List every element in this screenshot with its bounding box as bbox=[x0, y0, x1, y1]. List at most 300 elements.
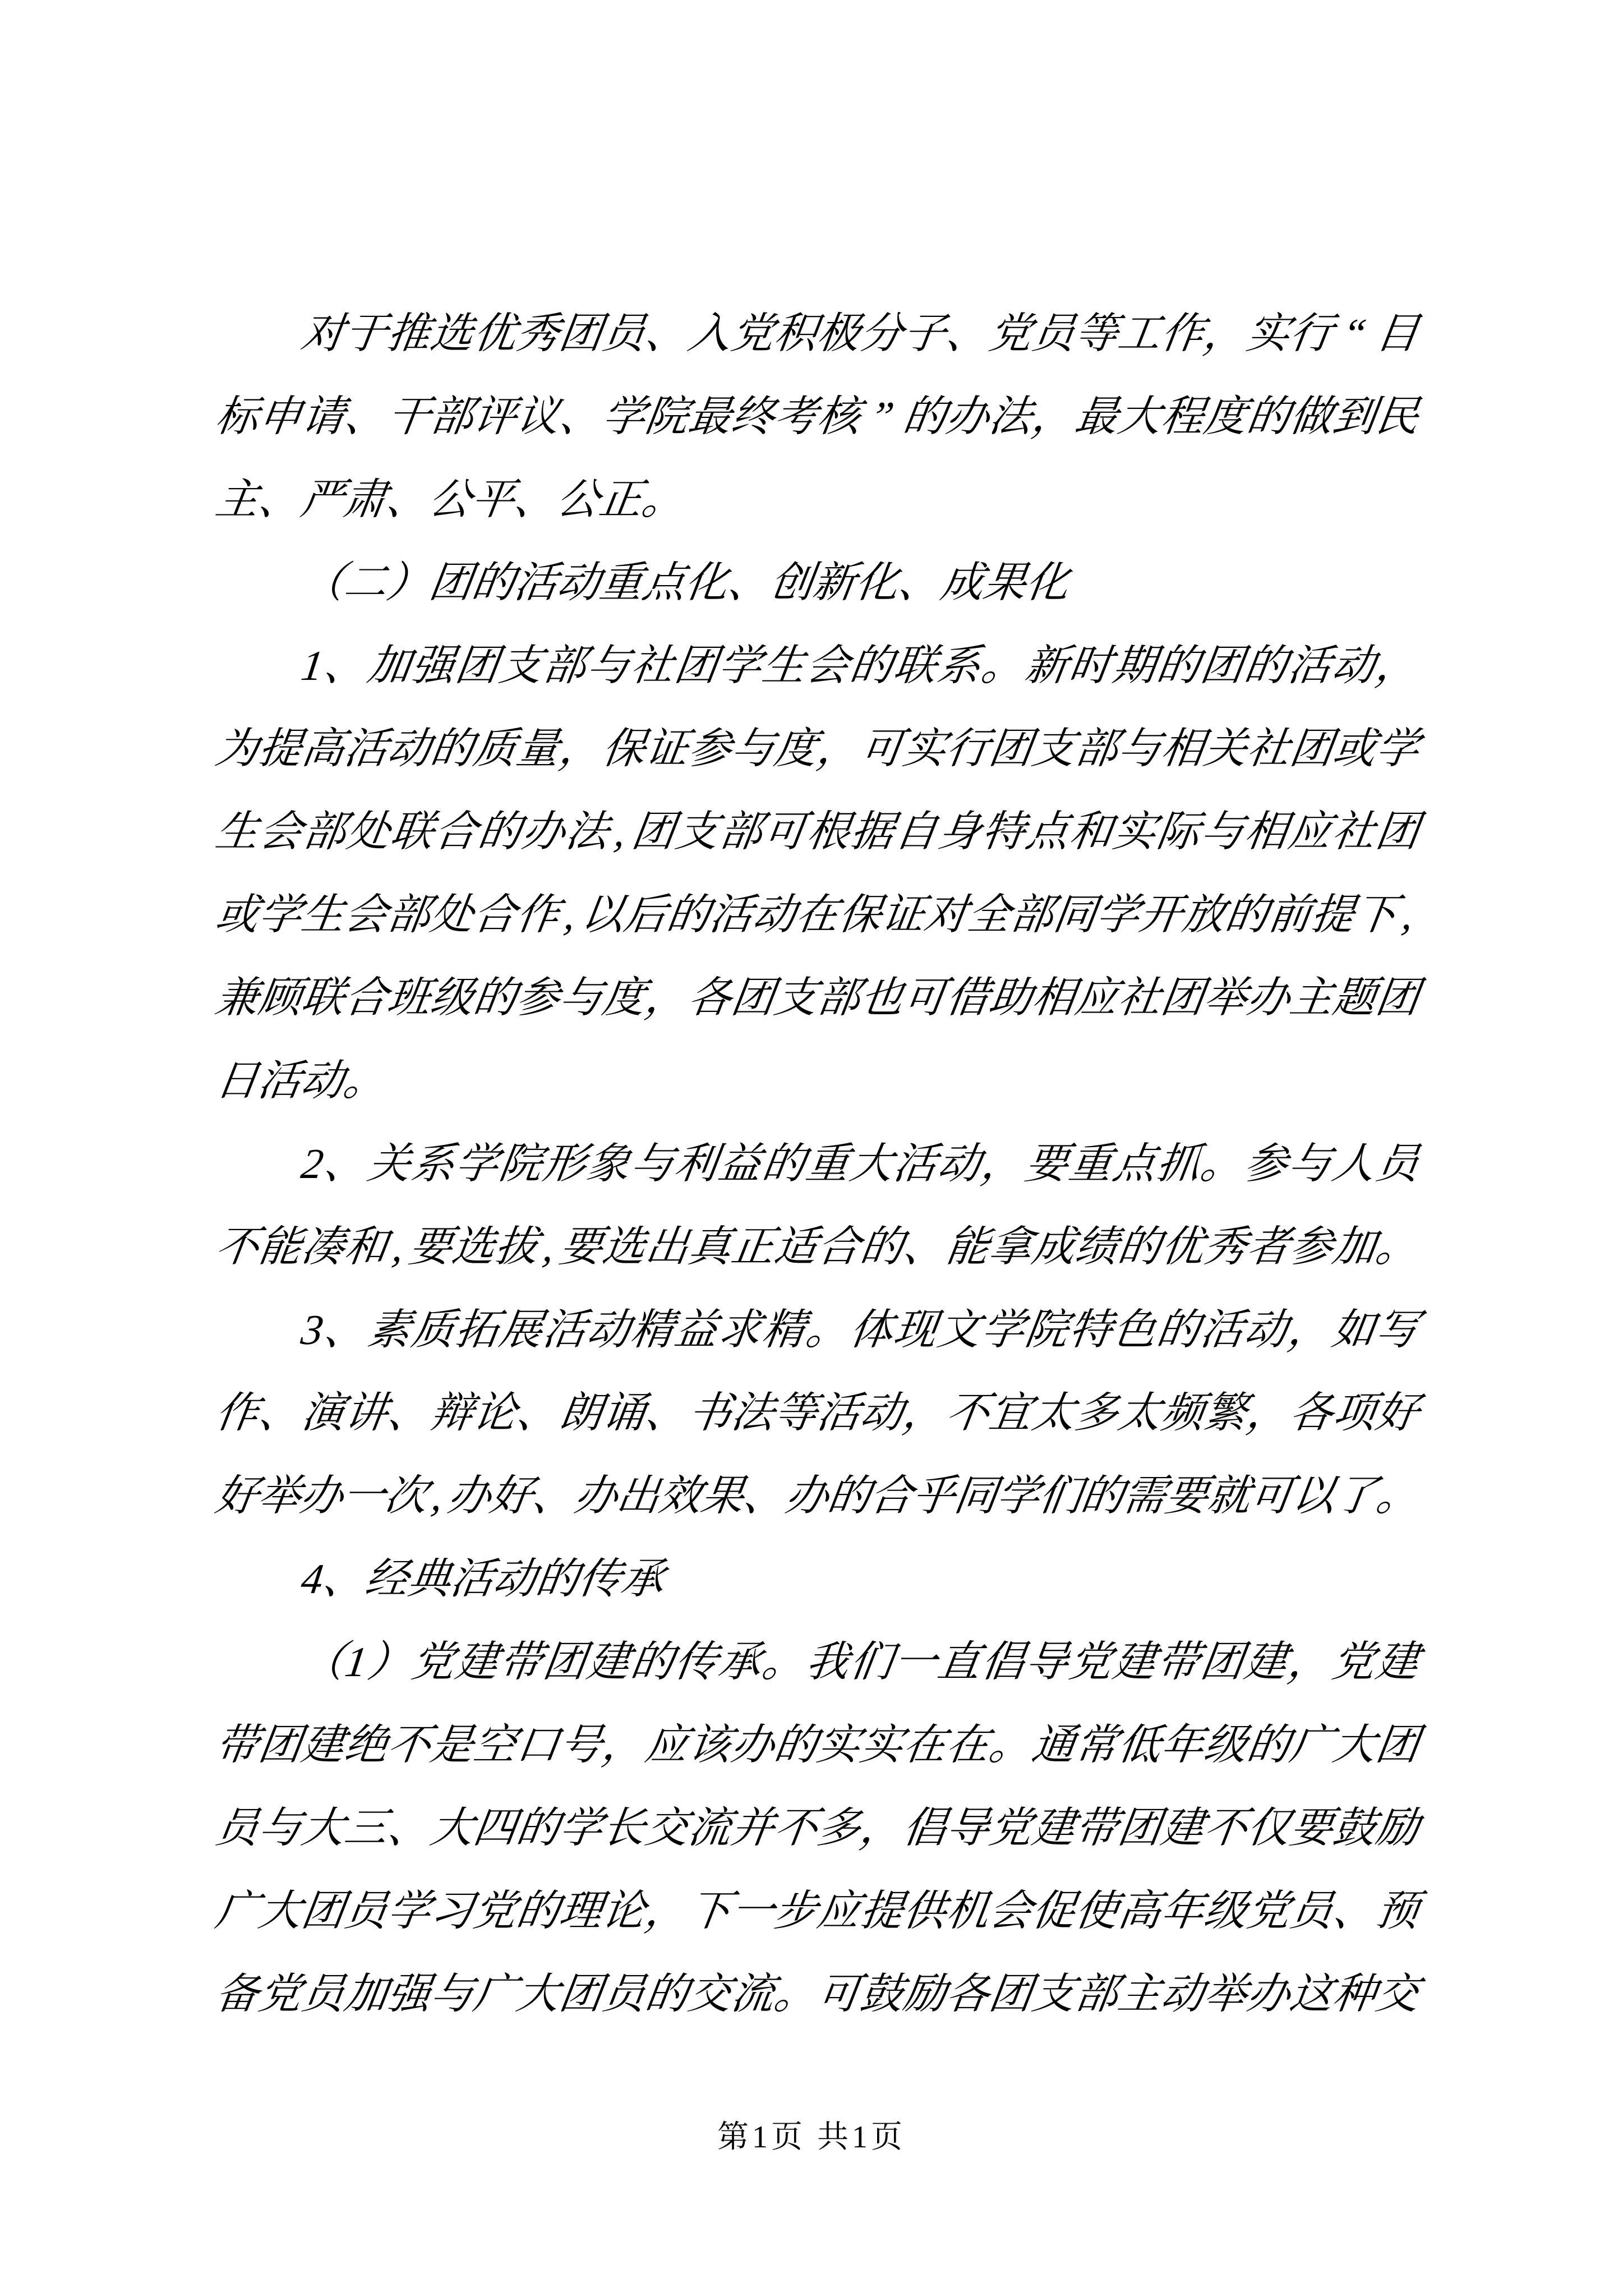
glyph: 备 bbox=[213, 1971, 262, 2018]
glyph: 部 bbox=[814, 974, 864, 1022]
glyph: 可 bbox=[760, 808, 810, 855]
glyph: 级 bbox=[1201, 1888, 1251, 1935]
glyph: 加 bbox=[1330, 1223, 1379, 1271]
glyph: 、 bbox=[321, 1306, 371, 1354]
glyph: 部 bbox=[1072, 725, 1122, 772]
glyph: 直 bbox=[934, 1639, 984, 1686]
glyph: 与 bbox=[1197, 808, 1247, 855]
glyph: 优 bbox=[470, 310, 520, 357]
glyph: 的 bbox=[847, 642, 896, 689]
glyph: 带 bbox=[213, 1722, 262, 1769]
glyph: 大 bbox=[1115, 393, 1165, 440]
glyph: 真 bbox=[685, 1223, 735, 1271]
glyph: 承 bbox=[618, 1556, 667, 1603]
glyph: 支 bbox=[672, 808, 722, 855]
glyph: 据 bbox=[847, 808, 897, 855]
glyph: 办 bbox=[1244, 974, 1293, 1022]
glyph: 公 bbox=[426, 476, 475, 523]
glyph: 实 bbox=[1110, 808, 1160, 855]
glyph: 不 bbox=[771, 1805, 821, 1852]
glyph: 通 bbox=[1029, 1722, 1078, 1769]
glyph: 讲 bbox=[341, 1389, 391, 1437]
glyph: ， bbox=[642, 1888, 692, 1935]
glyph: 可 bbox=[814, 1971, 864, 2018]
glyph: 太 bbox=[1029, 1389, 1078, 1437]
glyph: 、 bbox=[255, 476, 305, 523]
glyph: 活 bbox=[707, 891, 757, 938]
glyph: 不 bbox=[1201, 1805, 1251, 1852]
glyph: 团 bbox=[556, 310, 606, 357]
glyph: 朗 bbox=[556, 1389, 606, 1437]
glyph: 广 bbox=[213, 1888, 262, 1935]
glyph: ， bbox=[599, 1722, 649, 1769]
glyph: 支 bbox=[496, 642, 546, 689]
glyph: 严 bbox=[298, 476, 347, 523]
glyph: 大 bbox=[298, 1805, 348, 1852]
glyph: 等 bbox=[1072, 310, 1122, 357]
glyph: 频 bbox=[1158, 1389, 1207, 1437]
glyph: 举 bbox=[1201, 1971, 1251, 2018]
glyph: 文 bbox=[934, 1306, 984, 1354]
glyph: 会 bbox=[803, 642, 852, 689]
glyph: 与 bbox=[255, 1805, 305, 1852]
glyph: 学 bbox=[1093, 891, 1143, 938]
glyph: ， bbox=[1373, 642, 1422, 689]
glyph: 员 bbox=[599, 310, 649, 357]
glyph: 办 bbox=[728, 1722, 778, 1769]
text-line bbox=[210, 1621, 1425, 1704]
glyph: 学 bbox=[255, 891, 305, 938]
glyph: 办 bbox=[297, 1473, 347, 1520]
glyph: 不 bbox=[384, 1722, 434, 1769]
glyph: 核 bbox=[814, 393, 864, 440]
glyph: 质 bbox=[408, 1306, 458, 1354]
glyph: “ bbox=[1339, 310, 1370, 357]
glyph: 好 bbox=[1372, 1389, 1422, 1437]
glyph: ） bbox=[384, 559, 433, 606]
page-footer: 第1页 共1页 bbox=[717, 2120, 906, 2155]
glyph: 了 bbox=[1331, 1473, 1381, 1520]
glyph: 前 bbox=[1265, 891, 1315, 938]
document-body bbox=[213, 292, 1423, 2036]
glyph: 团 bbox=[426, 559, 476, 606]
glyph: 目 bbox=[1372, 310, 1422, 357]
glyph: 法 bbox=[728, 1389, 778, 1437]
glyph: 实 bbox=[814, 1722, 864, 1769]
glyph: 团 bbox=[255, 1722, 305, 1769]
glyph: 动 bbox=[934, 1140, 984, 1188]
glyph: ） bbox=[365, 1639, 414, 1686]
glyph: 或 bbox=[1330, 725, 1380, 772]
glyph: 、 bbox=[943, 310, 993, 357]
glyph: 可 bbox=[857, 725, 907, 772]
glyph: 一 bbox=[728, 1888, 778, 1935]
glyph: 考 bbox=[771, 393, 821, 440]
glyph: 新 bbox=[1022, 642, 1072, 689]
glyph: 团 bbox=[629, 808, 679, 855]
glyph: 学 bbox=[978, 1306, 1028, 1354]
glyph: 对 bbox=[298, 310, 348, 357]
glyph: 提 bbox=[255, 725, 305, 772]
glyph: 促 bbox=[1029, 1888, 1078, 1935]
glyph: 动 bbox=[490, 1556, 540, 1603]
glyph: 。 bbox=[771, 1971, 821, 2018]
glyph: 的 bbox=[771, 1722, 821, 1769]
glyph: 广 bbox=[470, 1971, 520, 2018]
glyph: 团 bbox=[556, 1971, 606, 2018]
glyph: 院 bbox=[642, 393, 692, 440]
glyph: 办 bbox=[782, 1473, 832, 1520]
glyph: 动 bbox=[554, 559, 603, 606]
glyph: 标 bbox=[213, 393, 262, 440]
glyph: 经 bbox=[362, 1556, 412, 1603]
glyph: 的 bbox=[1078, 1473, 1127, 1520]
glyph: 提 bbox=[857, 1888, 907, 1935]
glyph: 党 bbox=[470, 1888, 520, 1935]
glyph: 合 bbox=[341, 974, 391, 1022]
glyph: 化 bbox=[852, 559, 902, 606]
glyph: 一 bbox=[339, 1473, 389, 1520]
glyph: 、 bbox=[321, 1140, 371, 1188]
glyph: 交 bbox=[1372, 1971, 1422, 2018]
glyph: 。 bbox=[803, 1306, 852, 1354]
glyph: 实 bbox=[900, 725, 949, 772]
glyph: 在 bbox=[792, 891, 842, 938]
glyph: 拓 bbox=[452, 1306, 502, 1354]
glyph: 大 bbox=[255, 1888, 305, 1935]
glyph: 。 bbox=[1373, 1473, 1423, 1520]
glyph: 重 bbox=[803, 1140, 852, 1188]
text-line bbox=[210, 1039, 1425, 1122]
glyph: 院 bbox=[1022, 1306, 1072, 1354]
glyph: 行 bbox=[943, 725, 993, 772]
glyph: 保 bbox=[836, 891, 885, 938]
glyph: 与 bbox=[1285, 1140, 1335, 1188]
glyph: 合 bbox=[470, 891, 520, 938]
glyph: 程 bbox=[1158, 393, 1207, 440]
glyph: 精 bbox=[628, 1306, 677, 1354]
text-line bbox=[210, 1870, 1425, 1953]
glyph: 员 bbox=[1029, 310, 1078, 357]
glyph: 理 bbox=[556, 1888, 606, 1935]
glyph: ， bbox=[1201, 310, 1251, 357]
glyph: 质 bbox=[470, 725, 520, 772]
glyph: 借 bbox=[943, 974, 993, 1022]
glyph: 乎 bbox=[909, 1473, 958, 1520]
glyph: 就 bbox=[1204, 1473, 1254, 1520]
glyph: 承 bbox=[715, 1639, 765, 1686]
glyph: 流 bbox=[685, 1805, 735, 1852]
glyph: 、 bbox=[513, 1389, 563, 1437]
glyph: 各 bbox=[1287, 1389, 1336, 1437]
glyph: 供 bbox=[900, 1888, 949, 1935]
glyph: 联 bbox=[388, 808, 437, 855]
glyph: 3 bbox=[298, 1306, 326, 1354]
glyph: 带 bbox=[496, 1639, 546, 1686]
glyph: 评 bbox=[470, 393, 520, 440]
glyph: 团 bbox=[298, 1888, 348, 1935]
glyph: 法 bbox=[986, 393, 1036, 440]
glyph: 与 bbox=[728, 725, 778, 772]
glyph: 与 bbox=[556, 974, 606, 1022]
glyph: 团 bbox=[986, 1971, 1036, 2018]
glyph: 使 bbox=[1072, 1888, 1122, 1935]
glyph: 、 bbox=[255, 1389, 305, 1437]
glyph: 不 bbox=[943, 1389, 993, 1437]
glyph: 太 bbox=[1115, 1389, 1165, 1437]
glyph: 会 bbox=[341, 891, 391, 938]
glyph: 团 bbox=[1115, 1805, 1165, 1852]
glyph: 团 bbox=[1372, 1722, 1422, 1769]
glyph: （ bbox=[298, 559, 348, 606]
glyph: 支 bbox=[1029, 1971, 1078, 2018]
glyph: 、 bbox=[642, 1389, 692, 1437]
glyph: 申 bbox=[255, 393, 305, 440]
glyph: 的 bbox=[1222, 891, 1272, 938]
glyph: 处 bbox=[344, 808, 393, 855]
text-line bbox=[210, 1953, 1425, 2036]
glyph: 重 bbox=[1066, 1140, 1115, 1188]
glyph: 带 bbox=[1072, 1805, 1122, 1852]
glyph: 动 bbox=[384, 725, 434, 772]
glyph: 办 bbox=[445, 1473, 494, 1520]
glyph: 可 bbox=[900, 974, 949, 1022]
text-line bbox=[210, 956, 1425, 1039]
glyph: 、 bbox=[642, 310, 691, 357]
glyph: 1 bbox=[342, 1639, 371, 1686]
glyph: 的 bbox=[759, 1140, 809, 1188]
glyph: 活 bbox=[511, 559, 561, 606]
glyph: 团 bbox=[986, 725, 1036, 772]
glyph: 益 bbox=[671, 1306, 721, 1354]
glyph: 可 bbox=[1247, 1473, 1296, 1520]
glyph: 现 bbox=[891, 1306, 940, 1354]
glyph: 级 bbox=[1201, 1722, 1251, 1769]
glyph: 传 bbox=[575, 1556, 625, 1603]
glyph: 办 bbox=[571, 1473, 621, 1520]
glyph: 动 bbox=[298, 1057, 347, 1105]
glyph: 度 bbox=[599, 974, 649, 1022]
glyph: 举 bbox=[255, 1473, 305, 1520]
glyph: 利 bbox=[671, 1140, 721, 1188]
glyph: 推 bbox=[384, 310, 434, 357]
glyph: 并 bbox=[728, 1805, 778, 1852]
glyph: 。 bbox=[759, 1639, 809, 1686]
glyph: 该 bbox=[685, 1722, 735, 1769]
glyph: 、 bbox=[320, 1556, 369, 1603]
glyph: 正 bbox=[596, 476, 645, 523]
glyph: 入 bbox=[685, 310, 735, 357]
glyph: 行 bbox=[1287, 310, 1336, 357]
glyph: 、 bbox=[556, 393, 606, 440]
glyph: 应 bbox=[642, 1722, 692, 1769]
glyph: 系 bbox=[408, 1140, 458, 1188]
glyph: 肃 bbox=[340, 476, 390, 523]
glyph: 处 bbox=[427, 891, 477, 938]
glyph: 实 bbox=[857, 1722, 907, 1769]
glyph: 期 bbox=[1110, 642, 1159, 689]
glyph: 是 bbox=[427, 1722, 477, 1769]
glyph: 二 bbox=[341, 559, 390, 606]
glyph: 年 bbox=[1158, 1722, 1207, 1769]
glyph: 和 bbox=[341, 1223, 391, 1271]
glyph: 抓 bbox=[1154, 1140, 1204, 1188]
glyph: 的 bbox=[513, 1888, 563, 1935]
glyph: 好 bbox=[213, 1473, 262, 1520]
glyph: 与 bbox=[427, 1971, 477, 2018]
glyph: 等 bbox=[771, 1389, 821, 1437]
glyph: 适 bbox=[771, 1223, 821, 1271]
glyph: 证 bbox=[878, 891, 928, 938]
glyph: 作 bbox=[213, 1389, 262, 1437]
glyph: 倡 bbox=[900, 1805, 949, 1852]
glyph: 极 bbox=[814, 310, 864, 357]
glyph: 建 bbox=[1373, 1639, 1422, 1686]
glyph: 到 bbox=[1330, 393, 1380, 440]
glyph: 保 bbox=[599, 725, 649, 772]
glyph: 合 bbox=[814, 1223, 864, 1271]
glyph: 号 bbox=[556, 1722, 606, 1769]
glyph: 绩 bbox=[1072, 1223, 1122, 1271]
glyph: 、 bbox=[740, 1473, 790, 1520]
glyph: , bbox=[389, 1223, 407, 1271]
glyph: 年 bbox=[1158, 1888, 1207, 1935]
glyph: 1 bbox=[298, 642, 326, 689]
glyph: 、 bbox=[511, 476, 560, 523]
glyph: 要 bbox=[1022, 1140, 1072, 1188]
glyph: 需 bbox=[1120, 1473, 1170, 1520]
glyph: 后 bbox=[621, 891, 670, 938]
glyph: 选 bbox=[427, 310, 477, 357]
glyph: 助 bbox=[986, 974, 1036, 1022]
glyph: 党 bbox=[986, 1805, 1036, 1852]
glyph: ， bbox=[814, 725, 864, 772]
glyph: 空 bbox=[470, 1722, 520, 1769]
glyph: 部 bbox=[716, 808, 766, 855]
glyph: 参 bbox=[1241, 1140, 1291, 1188]
glyph: 创 bbox=[767, 559, 817, 606]
glyph: 励 bbox=[1372, 1805, 1422, 1852]
glyph: 部 bbox=[300, 808, 349, 855]
glyph: 精 bbox=[759, 1306, 809, 1354]
glyph: 次 bbox=[381, 1473, 431, 1520]
glyph: 如 bbox=[1329, 1306, 1378, 1354]
glyph: 。 bbox=[639, 476, 688, 523]
glyph: 学 bbox=[556, 1805, 606, 1852]
glyph: 党 bbox=[986, 310, 1035, 357]
glyph: 党 bbox=[408, 1639, 458, 1686]
glyph: 拔 bbox=[492, 1223, 542, 1271]
glyph: 同 bbox=[1050, 891, 1100, 938]
text-line bbox=[210, 1205, 1425, 1289]
glyph: 部 bbox=[1007, 891, 1057, 938]
glyph: 团 bbox=[1197, 642, 1247, 689]
glyph: , bbox=[540, 1223, 558, 1271]
glyph: 请 bbox=[298, 393, 348, 440]
glyph: 部 bbox=[1072, 1971, 1122, 2018]
glyph: 党 bbox=[1066, 1639, 1115, 1686]
glyph: 日 bbox=[213, 1057, 262, 1105]
glyph: 强 bbox=[384, 1971, 434, 2018]
glyph: 学 bbox=[715, 642, 765, 689]
glyph: 特 bbox=[1066, 1306, 1115, 1354]
glyph: 们 bbox=[847, 1639, 896, 1686]
glyph: ， bbox=[978, 1140, 1028, 1188]
glyph: 动 bbox=[1158, 1971, 1207, 2018]
glyph: 部 bbox=[384, 891, 434, 938]
glyph: 2 bbox=[298, 1140, 326, 1188]
glyph: 、 bbox=[321, 642, 371, 689]
glyph: 在 bbox=[943, 1722, 993, 1769]
glyph: 们 bbox=[1035, 1473, 1085, 1520]
glyph: 平 bbox=[468, 476, 518, 523]
glyph: , bbox=[561, 891, 579, 938]
glyph: 4 bbox=[298, 1556, 326, 1603]
glyph: 对 bbox=[921, 891, 971, 938]
glyph: 部 bbox=[540, 642, 589, 689]
glyph: 放 bbox=[1179, 891, 1229, 938]
glyph: 宜 bbox=[986, 1389, 1036, 1437]
text-line bbox=[210, 375, 1425, 458]
glyph: 积 bbox=[771, 310, 820, 357]
glyph: 特 bbox=[979, 808, 1029, 855]
glyph: 参 bbox=[685, 725, 735, 772]
glyph: 身 bbox=[935, 808, 985, 855]
glyph: 大 bbox=[1330, 1722, 1380, 1769]
glyph: 励 bbox=[900, 1971, 949, 2018]
glyph: 秀 bbox=[513, 310, 563, 357]
glyph: 、 bbox=[384, 1805, 434, 1852]
glyph: 级 bbox=[427, 974, 477, 1022]
glyph: 形 bbox=[540, 1140, 589, 1188]
text-line bbox=[210, 1787, 1425, 1870]
glyph: ， bbox=[1244, 1389, 1293, 1437]
glyph: 大 bbox=[513, 1971, 563, 2018]
glyph: 种 bbox=[1330, 1971, 1380, 2018]
glyph: 时 bbox=[1066, 642, 1115, 689]
glyph: 主 bbox=[1115, 1971, 1165, 2018]
glyph: 建 bbox=[1241, 1639, 1291, 1686]
text-line bbox=[210, 1372, 1425, 1455]
text-line bbox=[210, 292, 1425, 375]
glyph: 步 bbox=[771, 1888, 821, 1935]
glyph: （ bbox=[298, 1639, 348, 1686]
glyph: 动 bbox=[857, 1389, 907, 1437]
glyph: 度 bbox=[771, 725, 821, 772]
glyph: 员 bbox=[298, 1971, 348, 2018]
glyph: 合 bbox=[866, 1473, 916, 1520]
glyph: 拿 bbox=[986, 1223, 1036, 1271]
glyph: 大 bbox=[427, 1805, 477, 1852]
glyph: 口 bbox=[513, 1722, 563, 1769]
glyph: ， bbox=[857, 1805, 907, 1852]
glyph: 果 bbox=[980, 559, 1030, 606]
glyph: 下 bbox=[1351, 891, 1400, 938]
glyph: 活 bbox=[1285, 642, 1335, 689]
glyph: 建 bbox=[452, 1639, 502, 1686]
glyph: 生 bbox=[759, 642, 809, 689]
glyph: ” bbox=[866, 393, 897, 440]
glyph: 量 bbox=[513, 725, 563, 772]
glyph: 要 bbox=[1287, 1805, 1336, 1852]
glyph: 大 bbox=[847, 1140, 896, 1188]
glyph: 能 bbox=[255, 1223, 305, 1271]
glyph: 活 bbox=[814, 1389, 864, 1437]
glyph: 的 bbox=[642, 1971, 692, 2018]
glyph: 点 bbox=[1022, 808, 1072, 855]
glyph: 活 bbox=[540, 1306, 589, 1354]
glyph: 。 bbox=[1372, 1223, 1422, 1271]
